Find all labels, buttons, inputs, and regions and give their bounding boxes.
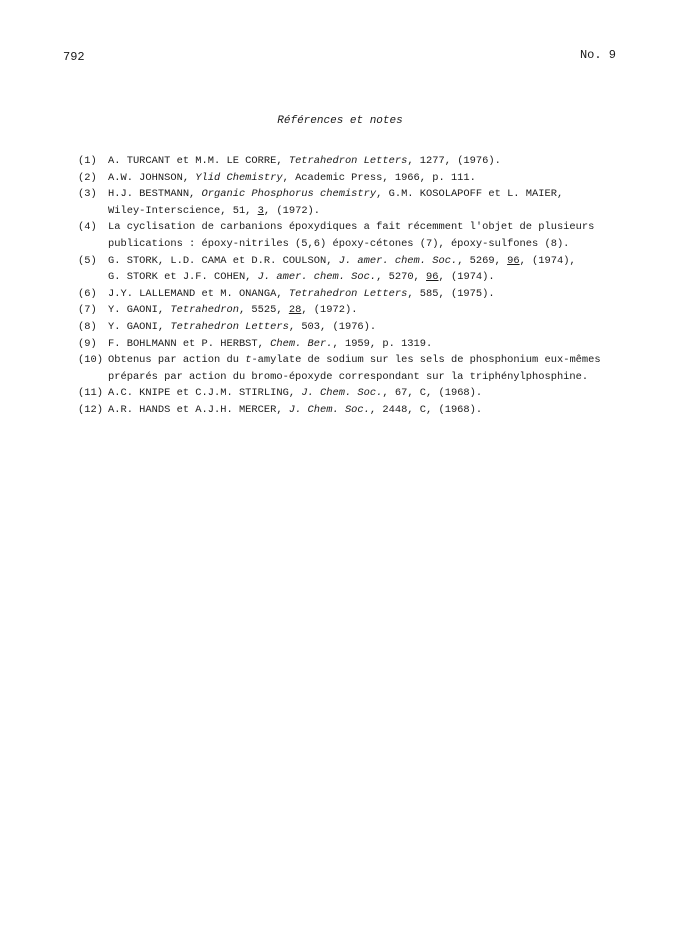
- reference-segment: -amylate de sodium sur les sels de phosphonium eux-mêmes: [251, 354, 601, 367]
- reference-line: [108, 269, 638, 286]
- italic-text: Tetrahedron Letters: [288, 155, 408, 167]
- reference-line: [108, 385, 638, 402]
- italic-text: Ylid Chemistry: [195, 171, 283, 184]
- reference-segment: A.C. KNIPE et C.J.M. STIRLING,: [108, 387, 302, 400]
- reference-item: [78, 186, 638, 219]
- reference-text: [108, 336, 638, 353]
- italic-text: J. Chem. Soc.: [301, 387, 383, 400]
- italic-text: Tetrahedron Letters: [288, 287, 408, 300]
- reference-line: [108, 219, 638, 236]
- volume-number: 3: [257, 204, 264, 217]
- reference-segment: , 5269,: [457, 254, 508, 267]
- reference-text: [108, 402, 638, 419]
- reference-segment: A.W. JOHNSON,: [108, 171, 196, 184]
- reference-number: (10): [78, 354, 103, 367]
- reference-segment: , Academic Press, 1966, p. 111.: [282, 171, 476, 184]
- reference-segment: , (1972).: [301, 304, 358, 317]
- reference-text: [108, 253, 638, 286]
- reference-number: (3): [78, 188, 97, 201]
- reference-number: (8): [78, 320, 97, 333]
- reference-line: [108, 402, 638, 419]
- reference-text: [108, 170, 638, 187]
- reference-segment: Obtenus par action du: [108, 354, 246, 367]
- reference-number: (5): [78, 254, 97, 267]
- reference-segment: préparés par action du bromo-époxyde correspondant sur la triphénylphosphine.: [108, 370, 589, 383]
- reference-item: [78, 402, 638, 419]
- reference-segment: , 67, C, (1968).: [382, 387, 483, 400]
- reference-line: [108, 253, 638, 270]
- reference-item: [78, 253, 638, 286]
- reference-list: [78, 153, 638, 419]
- reference-segment: , 5270,: [376, 271, 427, 284]
- reference-item: [78, 170, 638, 187]
- reference-text: [108, 385, 638, 402]
- italic-text: Chem. Ber.: [270, 337, 333, 350]
- reference-line: [108, 369, 638, 386]
- reference-segment: G. STORK et J.F. COHEN,: [108, 271, 258, 284]
- page-number: 792: [63, 50, 85, 64]
- reference-line: [108, 153, 638, 170]
- section-title: Références et notes: [277, 115, 403, 127]
- reference-segment: , 2448, C, (1968).: [369, 403, 483, 416]
- reference-segment: G. STORK, L.D. CAMA et D.R. COULSON,: [108, 254, 339, 267]
- volume-number: 96: [426, 271, 439, 284]
- reference-segment: J.Y. LALLEMAND et M. ONANGA,: [108, 287, 289, 300]
- reference-segment: , 1277, (1976).: [407, 155, 501, 167]
- italic-text: J. amer. chem. Soc.: [338, 254, 458, 267]
- reference-text: [108, 153, 638, 170]
- reference-item: [78, 153, 638, 170]
- volume-number: 28: [288, 304, 302, 317]
- reference-item: [78, 302, 638, 319]
- reference-segment: Wiley-Interscience, 51,: [108, 204, 258, 217]
- reference-segment: Y. GAONI,: [108, 320, 171, 333]
- reference-line: [108, 302, 638, 319]
- reference-item: [78, 319, 638, 336]
- reference-line: [108, 170, 638, 187]
- reference-segment: , 503, (1976).: [288, 320, 377, 333]
- issue-number: No. 9: [579, 48, 616, 62]
- reference-line: [108, 186, 638, 203]
- reference-number: (4): [78, 221, 97, 234]
- reference-item: [78, 352, 638, 385]
- italic-text: Tetrahedron: [170, 304, 239, 317]
- reference-item: [78, 336, 638, 353]
- reference-line: [108, 286, 638, 303]
- reference-segment: La cyclisation de carbanions époxydiques a fait récemment l'objet de plusieurs: [108, 221, 595, 234]
- reference-item: [78, 286, 638, 303]
- reference-segment: publications : époxy-nitriles (5,6) époxy-cétones (7), époxy-sulfones (8).: [108, 237, 570, 250]
- reference-item: [78, 219, 638, 252]
- reference-number: (12): [78, 403, 103, 416]
- reference-segment: H.J. BESTMANN,: [108, 188, 202, 201]
- reference-number: (2): [78, 171, 97, 184]
- italic-text: Tetrahedron Letters: [170, 320, 289, 333]
- reference-number: (1): [78, 155, 97, 167]
- reference-text: [108, 319, 638, 336]
- reference-text: [108, 352, 638, 385]
- reference-text: [108, 219, 638, 252]
- reference-number: (6): [78, 287, 97, 300]
- reference-text: [108, 186, 638, 219]
- reference-line: [108, 319, 638, 336]
- reference-segment: , (1974),: [519, 254, 576, 267]
- reference-line: [108, 236, 638, 253]
- italic-text: J. amer. chem. Soc.: [257, 271, 377, 284]
- italic-text: t: [245, 354, 252, 367]
- reference-segment: , G.M. KOSOLAPOFF et L. MAIER,: [376, 188, 564, 201]
- reference-segment: Y. GAONI,: [108, 304, 171, 317]
- reference-segment: , (1972).: [263, 204, 321, 217]
- italic-text: J. Chem. Soc.: [288, 403, 370, 416]
- reference-line: [108, 203, 638, 220]
- reference-segment: A.R. HANDS et A.J.H. MERCER,: [108, 403, 289, 416]
- reference-number: (9): [78, 337, 97, 350]
- reference-number: (11): [78, 387, 103, 400]
- reference-text: [108, 302, 638, 319]
- reference-text: [108, 286, 638, 303]
- reference-number: (7): [78, 304, 97, 317]
- reference-line: [108, 336, 638, 353]
- reference-segment: , 1959, p. 1319.: [332, 337, 433, 350]
- volume-number: 96: [507, 254, 520, 267]
- italic-text: Organic Phosphorus chemistry: [201, 188, 377, 201]
- reference-segment: A. TURCANT et M.M. LE CORRE,: [108, 155, 289, 167]
- reference-line: [108, 352, 638, 369]
- reference-segment: , (1974).: [438, 271, 495, 284]
- reference-segment: F. BOHLMANN et P. HERBST,: [108, 337, 271, 350]
- reference-item: [78, 385, 638, 402]
- reference-segment: , 585, (1975).: [407, 287, 495, 300]
- reference-segment: , 5525,: [238, 304, 289, 317]
